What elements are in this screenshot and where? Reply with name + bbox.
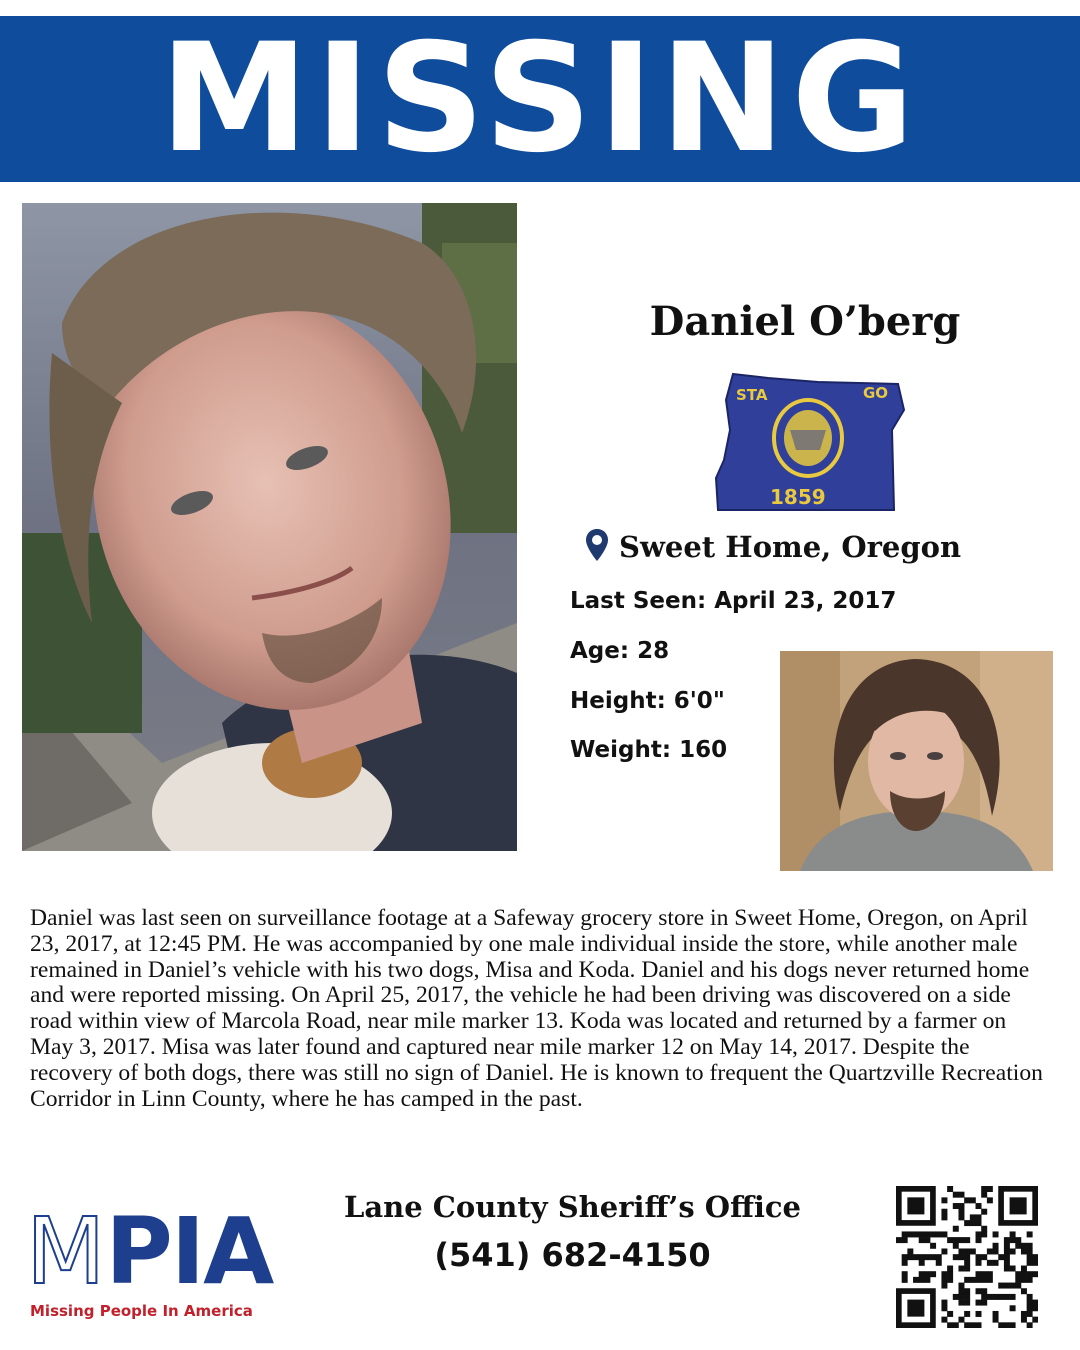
logo-letters: [26, 1198, 273, 1305]
oregon-flag-map: [708, 370, 908, 518]
secondary-photo: [780, 651, 1053, 871]
flag-top-text: STA: [736, 386, 768, 404]
case-description: Daniel was last seen on surveillance footage at a Safeway grocery store in Sweet Home, Oregon, on April 23, 2017, at 12:45 PM. He was accompanied by one male individual inside the store, while another male remained in Daniel’s vehicle with his two dogs, Misa and Koda. Daniel and his dogs never returned home and were reported missing. On April 25, 2017, the vehicle he had been driving was discovered on a side road within view of Marcola Road, near mile marker 13. Koda was located and returned by a farmer on May 3, 2017. Misa was later found and captured near mile marker 12 on May 14, 2017. Despite the recovery of both dogs, there was still no sign of Daniel. He is known to frequent the Quartzville Recreation Corridor in Linn County, where he has camped in the past.: [30, 905, 1043, 1112]
fact-value: April 23, 2017: [714, 588, 897, 614]
fact-label: Last Seen:: [570, 588, 707, 614]
fact-last-seen: [570, 588, 896, 614]
map-pin-icon: [585, 528, 609, 566]
flag-year: 1859: [770, 485, 826, 509]
fact-label: Weight:: [570, 737, 672, 763]
mpia-logo: [26, 1198, 286, 1326]
agency-phone[interactable]: (541) 682-4150: [434, 1236, 711, 1274]
fact-height: [570, 688, 725, 714]
logo-letter-m: M: [26, 1198, 106, 1305]
logo-tagline: Missing People In America: [30, 1302, 253, 1320]
fact-weight: [570, 737, 727, 763]
location-row: [585, 528, 961, 566]
fact-age: [570, 638, 669, 664]
fact-value: 28: [637, 638, 670, 664]
person-name: Daniel O’berg: [649, 298, 961, 345]
fact-label: Age:: [570, 638, 630, 664]
main-photo: [22, 203, 517, 851]
contact-block: [300, 1190, 845, 1274]
logo-letter-a: A: [203, 1198, 273, 1305]
logo-letters-pi: PI: [105, 1198, 204, 1305]
missing-banner: [0, 12, 1080, 186]
location-text: Sweet Home, Oregon: [619, 530, 962, 564]
banner-title: MISSING: [159, 12, 921, 186]
fact-value: 160: [679, 737, 728, 763]
svg-text:GO: GO: [863, 384, 889, 402]
qr-code-icon[interactable]: [896, 1186, 1038, 1328]
fact-label: Height:: [570, 688, 666, 714]
fact-value: 6'0": [673, 688, 725, 714]
agency-name: Lane County Sheriff’s Office: [343, 1190, 802, 1224]
